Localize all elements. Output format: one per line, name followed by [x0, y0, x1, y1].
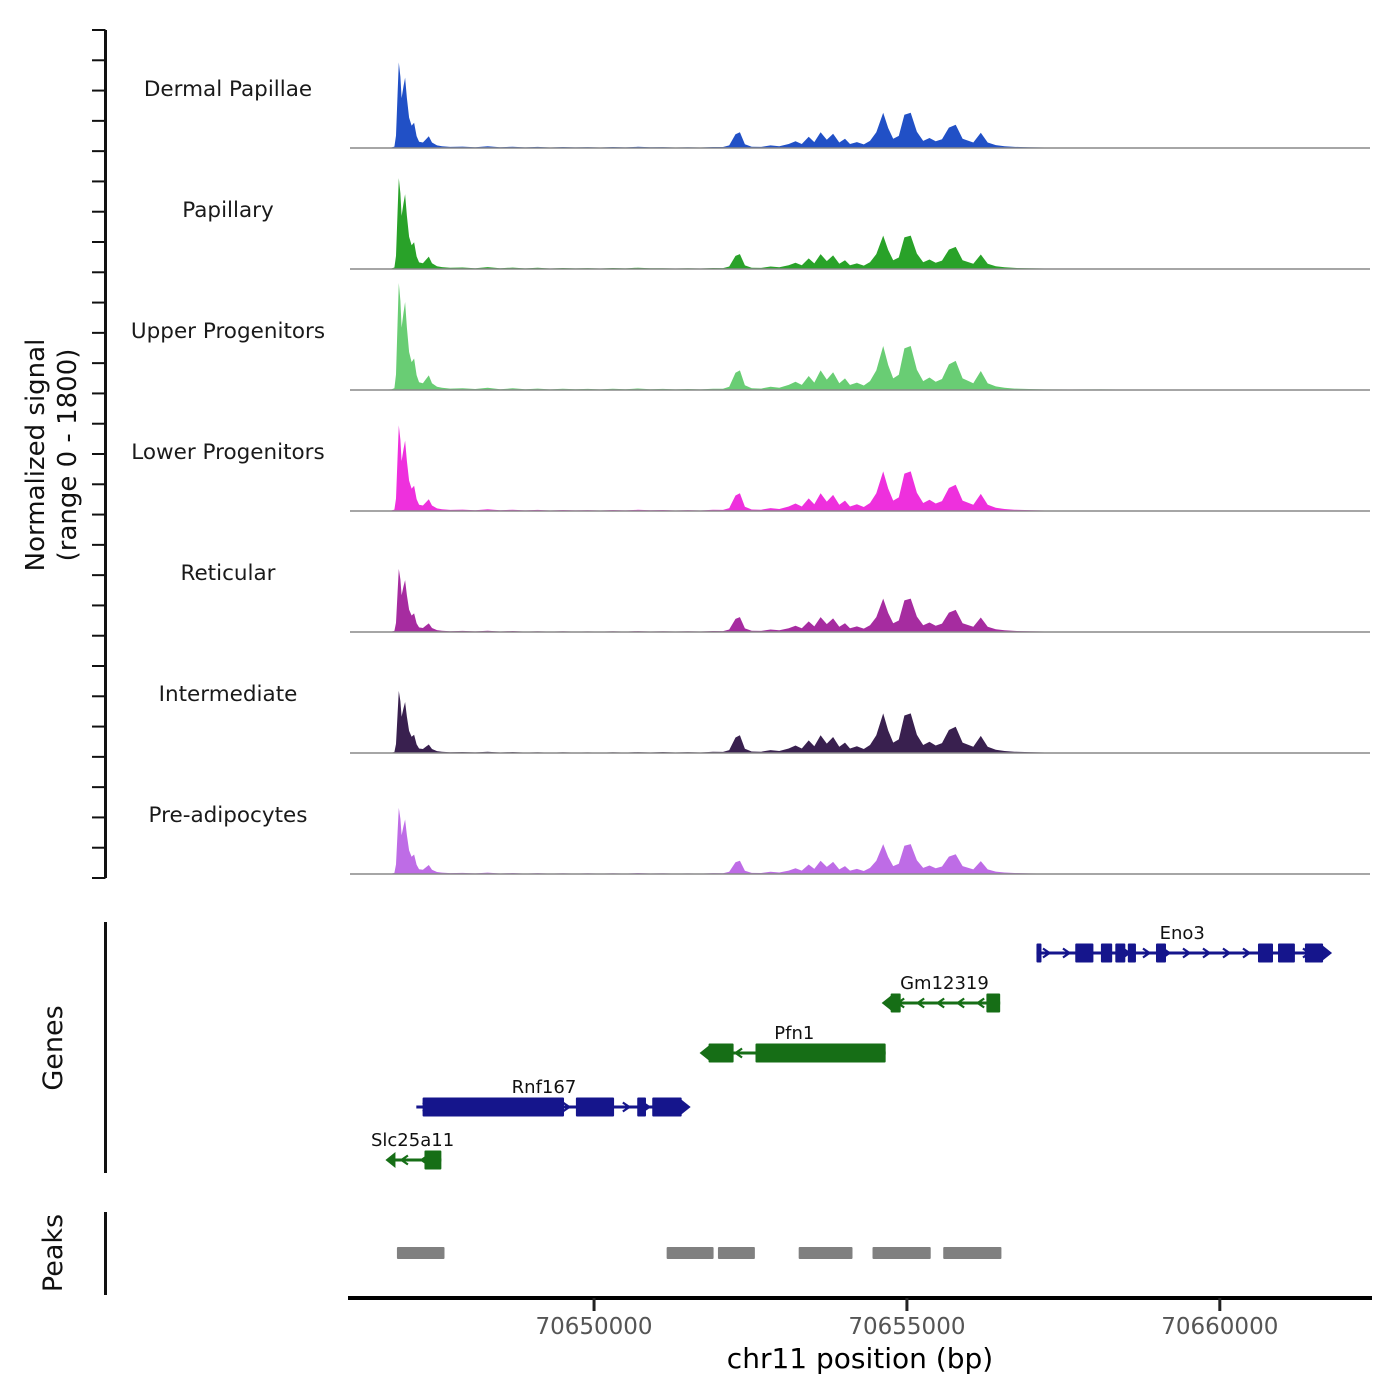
- signal-area-dermal-papillae: [350, 62, 1370, 148]
- gene-exon: [424, 1151, 441, 1170]
- peak-interval: [397, 1247, 445, 1259]
- x-axis-tick-label: 70660000: [1161, 1314, 1279, 1340]
- x-axis-tick-label: 70650000: [535, 1314, 653, 1340]
- peak-interval: [943, 1247, 1001, 1259]
- track-label: Upper Progenitors: [130, 319, 326, 344]
- signal-axis-title-line1: Normalized signal: [21, 338, 51, 572]
- gene-exon: [1305, 944, 1323, 963]
- peak-interval: [873, 1247, 931, 1259]
- gene-exon: [1036, 944, 1041, 963]
- track-label: Papillary: [182, 198, 274, 223]
- peaks-section-title: Peaks: [38, 1213, 69, 1293]
- peak-interval: [799, 1247, 853, 1259]
- gene-label: Gm12319: [900, 973, 989, 994]
- gene-label: Eno3: [1159, 923, 1205, 944]
- x-axis-title: chr11 position (bp): [726, 1342, 994, 1375]
- signal-area-upper-progenitors: [350, 283, 1370, 390]
- gene-exon: [986, 994, 1000, 1013]
- signal-area-reticular: [350, 569, 1370, 632]
- signal-area-lower-progenitors: [350, 425, 1370, 511]
- gene-exon: [1101, 944, 1112, 963]
- gene-direction-tip-icon: [882, 995, 892, 1011]
- gene-exon: [1278, 944, 1295, 963]
- gene-exon: [1075, 944, 1093, 963]
- signal-area-intermediate: [350, 691, 1370, 753]
- signal-area-pre-adipocytes: [350, 808, 1370, 874]
- signal-area-papillary: [350, 178, 1370, 269]
- gene-exon: [576, 1098, 614, 1117]
- gene-exon: [1156, 944, 1166, 963]
- track-label: Dermal Papillae: [143, 77, 313, 102]
- track-label: Lower Progenitors: [131, 440, 325, 465]
- gene-direction-tip-icon: [681, 1099, 691, 1115]
- gene-exon: [423, 1098, 564, 1117]
- gene-exon: [1115, 944, 1125, 963]
- gene-exon: [755, 1044, 885, 1063]
- gene-exon: [652, 1098, 681, 1117]
- peak-interval: [667, 1247, 714, 1259]
- track-label: Pre-adipocytes: [148, 803, 308, 828]
- dynamic-layer: [92, 30, 1372, 1340]
- x-axis-tick-label: 70655000: [848, 1314, 966, 1340]
- gene-exon: [637, 1098, 646, 1117]
- gene-direction-tip-icon: [700, 1045, 710, 1061]
- signal-axis-title-line2: (range 0 - 1800): [53, 348, 83, 562]
- gene-exon: [891, 994, 901, 1013]
- track-label: Reticular: [180, 561, 276, 586]
- track-label: Intermediate: [158, 682, 298, 707]
- gene-exon: [1128, 944, 1136, 963]
- gene-direction-tip-icon: [1322, 945, 1332, 961]
- gene-label: Rnf167: [511, 1077, 577, 1098]
- gene-exon: [1258, 944, 1273, 963]
- gene-label: Pfn1: [774, 1023, 815, 1044]
- gene-exon: [709, 1044, 734, 1063]
- genes-section-title: Genes: [38, 1005, 69, 1091]
- gene-direction-tip-icon: [385, 1152, 395, 1168]
- gene-label: Slc25a11: [370, 1130, 455, 1151]
- peak-interval: [718, 1247, 755, 1259]
